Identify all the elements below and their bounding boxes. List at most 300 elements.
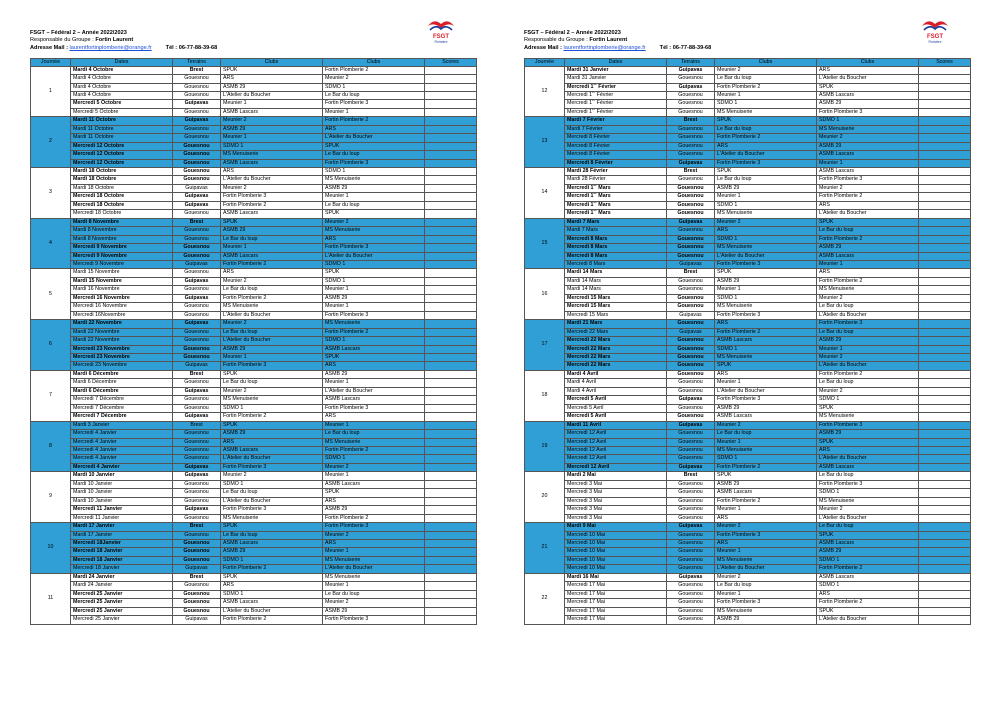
away-club-cell: SPUK [817,531,919,539]
home-club-cell: SDMO 1 [221,142,323,150]
away-club-cell: Fortin Plomberie 3 [817,176,919,184]
table-row [31,91,477,99]
home-club-cell: MS Menuiserie [715,607,817,615]
date-cell: Mercredi 4 Janvier [71,463,173,471]
terrain-cell: Gouesnou [173,269,221,277]
home-club-cell: Fortin Plomberie 2 [715,463,817,471]
score-cell [425,269,477,277]
date-cell: Mercredi 7 Décembre [71,413,173,421]
date-cell: Mercredi 12 Octobre [71,142,173,150]
table-row [525,396,971,404]
table-row [31,497,477,505]
score-cell [919,311,971,319]
terrain-cell: Gouesnou [667,227,715,235]
responsable-label: Responsable du Groupe : [524,37,590,44]
table-row [525,66,971,74]
terrain-cell: Brest [173,573,221,581]
col-terrains: Terrains [667,59,715,67]
away-club-cell: ASMB 29 [817,100,919,108]
journee-cell: 7 [31,370,71,421]
score-cell [425,523,477,531]
terrain-cell: Gouesnou [173,311,221,319]
score-cell [919,362,971,370]
home-club-cell: ASMB Lascars [715,489,817,497]
score-cell [425,66,477,74]
home-club-cell: Fortin Plomberie 2 [715,134,817,142]
table-row [31,506,477,514]
home-club-cell: SDMO 1 [715,345,817,353]
table-row [525,370,971,378]
terrain-cell: Gouesnou [667,616,715,624]
away-club-cell: ARS [323,497,425,505]
home-club-cell: ASMB 29 [221,548,323,556]
home-club-cell: ASMB 29 [221,83,323,91]
table-row [525,134,971,142]
home-club-cell: ASMB 29 [715,616,817,624]
terrain-cell: Gouesnou [667,379,715,387]
terrain-cell: Gouesnou [667,430,715,438]
home-club-cell: L'Atelier du Boucher [715,151,817,159]
home-club-cell: MS Menuiserie [715,108,817,116]
table-row [31,269,477,277]
score-cell [425,227,477,235]
col-dates: Dates [565,59,667,67]
terrain-cell: Gouesnou [173,556,221,564]
home-club-cell: Meunier 1 [715,91,817,99]
away-club-cell: ASMB 29 [323,370,425,378]
table-row [525,261,971,269]
away-club-cell: SPUK [817,438,919,446]
date-cell: Mercredi 9 Novembre [71,261,173,269]
date-cell: Mercredi 8 Mars [565,244,667,252]
score-cell [919,463,971,471]
date-cell: Mercredi 3 Mai [565,480,667,488]
journee-cell: 2 [31,117,71,168]
date-cell: Mardi 3 Janvier [71,421,173,429]
home-club-cell: ASMB 29 [715,184,817,192]
home-club-cell: Le Bar du loup [221,286,323,294]
terrain-cell: Gouesnou [667,413,715,421]
date-cell: Mercredi 1er Mars [565,184,667,192]
table-row [31,480,477,488]
home-club-cell: SPUK [715,362,817,370]
score-cell [919,565,971,573]
table-row [31,514,477,522]
table-row [31,235,477,243]
score-cell [425,117,477,125]
score-cell [425,556,477,564]
away-club-cell: ASMB Lascars [817,168,919,176]
away-club-cell: SPUK [817,404,919,412]
home-club-cell: Fortin Plomberie 2 [715,497,817,505]
table-row [525,573,971,581]
date-cell: Mercredi 8 Mars [565,261,667,269]
score-cell [919,218,971,226]
table-row [31,421,477,429]
home-club-cell: ARS [715,514,817,522]
table-row [31,320,477,328]
table-row [525,413,971,421]
home-club-cell: ASMB Lascars [715,413,817,421]
mail-label: Adresse Mail : [524,44,564,51]
home-club-cell: Le Bar du loup [221,379,323,387]
home-club-cell: MS Menuiserie [715,244,817,252]
mail-link[interactable]: laurentfortinplomberie@orange.fr [69,44,152,51]
home-club-cell: Le Bar du loup [715,75,817,83]
away-club-cell: SDMO 1 [817,117,919,125]
score-cell [425,446,477,454]
home-club-cell: ARS [221,75,323,83]
date-cell: Mardi 10 Janvier [71,472,173,480]
score-cell [425,438,477,446]
terrain-cell: Gouesnou [173,582,221,590]
score-cell [425,320,477,328]
home-club-cell: MS Menuiserie [221,151,323,159]
away-club-cell: SDMO 1 [817,396,919,404]
away-club-cell: Fortin Plomberie 3 [817,480,919,488]
terrain-cell: Gouesnou [173,303,221,311]
away-club-cell: Fortin Plomberie 3 [323,244,425,252]
date-cell: Mercredi 23 Novembre [71,362,173,370]
terrain-cell: Gouesnou [173,489,221,497]
away-club-cell: ARS [817,66,919,74]
table-row [31,345,477,353]
terrain-cell: Guipavas [667,523,715,531]
away-club-cell: Meunier 2 [323,531,425,539]
home-club-cell: ASMB 29 [221,345,323,353]
away-club-cell: ARS [323,125,425,133]
date-cell: Mercredi 1er Février [565,100,667,108]
document-header [524,30,970,58]
col-clubs-home: Clubs [715,59,817,67]
home-club-cell: SPUK [221,573,323,581]
home-club-cell: SPUK [221,218,323,226]
phone-number: Tél : 06-77-88-39-68 [165,44,218,51]
table-row [31,286,477,294]
away-club-cell: SDMO 1 [323,261,425,269]
table-row [525,523,971,531]
home-club-cell: L'Atelier du Boucher [221,176,323,184]
home-club-cell: L'Atelier du Boucher [221,91,323,99]
away-club-cell: ARS [323,539,425,547]
table-row [31,599,477,607]
score-cell [919,83,971,91]
score-cell [425,235,477,243]
terrain-cell: Guipavas [667,328,715,336]
date-cell: Mardi 10 Janvier [71,489,173,497]
score-cell [425,607,477,615]
date-cell: Mardi 22 Novembre [71,337,173,345]
score-cell [425,201,477,209]
table-row [31,438,477,446]
score-cell [919,396,971,404]
terrain-cell: Guipavas [173,277,221,285]
date-cell: Mercredi 3 Mai [565,514,667,522]
score-cell [425,91,477,99]
terrain-cell: Gouesnou [173,91,221,99]
home-club-cell: SDMO 1 [715,201,817,209]
table-row [525,472,971,480]
score-cell [425,184,477,192]
col-clubs-away: Clubs [817,59,919,67]
score-cell [425,210,477,218]
away-club-cell: SDMO 1 [323,83,425,91]
table-row [31,142,477,150]
score-cell [425,455,477,463]
table-row [525,176,971,184]
terrain-cell: Guipavas [173,616,221,624]
terrain-cell: Gouesnou [173,455,221,463]
terrain-cell: Gouesnou [667,134,715,142]
home-club-cell: Le Bar du loup [715,430,817,438]
terrain-cell: Guipavas [173,506,221,514]
away-club-cell: Meunier 1 [323,303,425,311]
table-row [31,311,477,319]
date-cell: Mardi 11 Avril [565,421,667,429]
date-cell: Mercredi 23 Novembre [71,354,173,362]
logo-text: FSGT [433,34,449,40]
table-row [31,430,477,438]
terrain-cell: Gouesnou [173,75,221,83]
table-row [525,311,971,319]
home-club-cell: Fortin Plomberie 2 [715,83,817,91]
score-cell [919,108,971,116]
mail-link[interactable]: laurentfortinplomberie@orange.fr [563,44,646,51]
journee-cell: 4 [31,218,71,269]
table-row [525,294,971,302]
col-clubs-away: Clubs [323,59,425,67]
journee-cell: 8 [31,421,71,472]
table-row [525,539,971,547]
score-cell [425,421,477,429]
terrain-cell: Gouesnou [173,430,221,438]
date-cell: Mardi 4 Avril [565,387,667,395]
away-club-cell: Fortin Plomberie 2 [323,328,425,336]
terrain-cell: Gouesnou [667,514,715,522]
score-cell [919,489,971,497]
table-row [525,117,971,125]
away-club-cell: Meunier 2 [323,218,425,226]
score-cell [425,303,477,311]
table-row [31,413,477,421]
table-row [31,277,477,285]
score-cell [919,514,971,522]
score-cell [425,565,477,573]
terrain-cell: Guipavas [173,261,221,269]
terrain-cell: Guipavas [667,83,715,91]
terrain-cell: Gouesnou [667,354,715,362]
terrain-cell: Brest [667,117,715,125]
table-row [525,387,971,395]
col-scores: Scores [919,59,971,67]
terrain-cell: Gouesnou [173,548,221,556]
score-cell [919,91,971,99]
date-cell: Mercredi 12 Avril [565,455,667,463]
terrain-cell: Gouesnou [173,159,221,167]
date-cell: Mercredi 23 Novembre [71,345,173,353]
away-club-cell: Fortin Plomberie 3 [323,159,425,167]
home-club-cell: ASMB 29 [221,125,323,133]
date-cell: Mardi 4 Octobre [71,83,173,91]
date-cell: Mardi 14 Mars [565,286,667,294]
away-club-cell: SPUK [817,218,919,226]
score-cell [919,227,971,235]
score-cell [919,421,971,429]
home-club-cell: Meunier 1 [715,506,817,514]
contact-line [524,45,970,52]
responsable-line [524,37,970,44]
score-cell [425,277,477,285]
away-club-cell: SPUK [323,489,425,497]
phone-number: Tél : 06-77-88-39-68 [659,44,712,51]
score-cell [919,117,971,125]
date-cell: Mercredi 10 Mai [565,565,667,573]
terrain-cell: Guipavas [173,463,221,471]
away-club-cell: Fortin Plomberie 3 [323,100,425,108]
terrain-cell: Gouesnou [667,201,715,209]
terrain-cell: Gouesnou [667,75,715,83]
table-row [31,294,477,302]
table-row [31,616,477,624]
table-row [525,100,971,108]
terrain-cell: Gouesnou [173,252,221,260]
terrain-cell: Gouesnou [173,607,221,615]
terrain-cell: Guipavas [173,565,221,573]
score-cell [425,489,477,497]
date-cell: Mardi 18 Octobre [71,176,173,184]
journee-cell: 14 [525,168,565,219]
document-header [30,30,476,58]
terrain-cell: Guipavas [667,311,715,319]
away-club-cell: Fortin Plomberie 3 [323,404,425,412]
terrain-cell: Gouesnou [667,565,715,573]
score-cell [425,539,477,547]
away-club-cell: Le Bar du loup [323,151,425,159]
table-row [525,151,971,159]
score-cell [919,176,971,184]
date-cell: Mercredi 10 Mai [565,531,667,539]
away-club-cell: L'Atelier du Boucher [817,455,919,463]
away-club-cell: Le Bar du loup [817,328,919,336]
home-club-cell: SPUK [715,117,817,125]
table-row [525,108,971,116]
score-cell [425,616,477,624]
terrain-cell: Brest [173,421,221,429]
logo-subtext: Finistère [434,40,448,44]
home-club-cell: SPUK [221,66,323,74]
journee-cell: 22 [525,573,565,624]
col-journee: Journée [31,59,71,67]
score-cell [919,370,971,378]
table-row [31,159,477,167]
away-club-cell: Le Bar du loup [323,430,425,438]
away-club-cell: Fortin Plomberie 3 [323,616,425,624]
terrain-cell: Gouesnou [667,235,715,243]
table-row [31,193,477,201]
date-cell: Mardi 24 Janvier [71,573,173,581]
home-club-cell: ASMB Lascars [221,252,323,260]
journee-cell: 1 [31,66,71,117]
date-cell: Mercredi 22 Mars [565,362,667,370]
terrain-cell: Gouesnou [173,151,221,159]
home-club-cell: MS Menuiserie [715,446,817,454]
home-club-cell: SDMO 1 [715,455,817,463]
journee-cell: 9 [31,472,71,523]
terrain-cell: Guipavas [667,159,715,167]
date-cell: Mardi 18 Octobre [71,184,173,192]
home-club-cell: MS Menuiserie [715,210,817,218]
away-club-cell: ASMB Lascars [817,539,919,547]
terrain-cell: Gouesnou [173,379,221,387]
terrain-cell: Gouesnou [667,446,715,454]
home-club-cell: Meunier 2 [221,472,323,480]
score-cell [919,125,971,133]
journee-cell: 5 [31,269,71,320]
home-club-cell: ASMB 29 [715,277,817,285]
date-cell: Mercredi 5 Avril [565,413,667,421]
home-club-cell: Le Bar du loup [715,125,817,133]
date-cell: Mercredi 12 Avril [565,438,667,446]
terrain-cell: Gouesnou [667,489,715,497]
terrain-cell: Gouesnou [173,497,221,505]
date-cell: Mardi 4 Avril [565,379,667,387]
table-row [525,91,971,99]
table-row [525,286,971,294]
terrain-cell: Guipavas [173,100,221,108]
home-club-cell: MS Menuiserie [221,514,323,522]
table-row [31,565,477,573]
table-row [525,244,971,252]
score-cell [919,66,971,74]
table-row [525,83,971,91]
away-club-cell: SDMO 1 [323,168,425,176]
table-row [31,489,477,497]
terrain-cell: Gouesnou [667,193,715,201]
away-club-cell: ARS [817,446,919,454]
home-club-cell: Meunier 2 [221,387,323,395]
date-cell: Mercredi 5 Avril [565,396,667,404]
score-cell [919,244,971,252]
table-row [525,489,971,497]
date-cell: Mercredi 10 Mai [565,548,667,556]
table-row [525,531,971,539]
score-cell [425,142,477,150]
away-club-cell: Meunier 1 [323,472,425,480]
home-club-cell: Meunier 2 [221,277,323,285]
date-cell: Mardi 22 Novembre [71,320,173,328]
score-cell [425,286,477,294]
away-club-cell: L'Atelier du Boucher [323,565,425,573]
date-cell: Mardi 4 Octobre [71,91,173,99]
date-cell: Mercredi 7 Décembre [71,396,173,404]
home-club-cell: L'Atelier du Boucher [221,311,323,319]
terrain-cell: Guipavas [173,362,221,370]
score-cell [919,539,971,547]
table-row [525,210,971,218]
terrain-cell: Gouesnou [173,438,221,446]
terrain-cell: Gouesnou [173,227,221,235]
date-cell: Mercredi 18 Octobre [71,201,173,209]
date-cell: Mercredi 12 Avril [565,463,667,471]
away-club-cell: Meunier 1 [323,286,425,294]
terrain-cell: Gouesnou [667,480,715,488]
terrain-cell: Gouesnou [173,539,221,547]
score-cell [425,573,477,581]
terrain-cell: Gouesnou [667,125,715,133]
date-cell: Mercredi 8 Mars [565,252,667,260]
home-club-cell: Meunier 1 [221,244,323,252]
away-club-cell: SDMO 1 [817,489,919,497]
